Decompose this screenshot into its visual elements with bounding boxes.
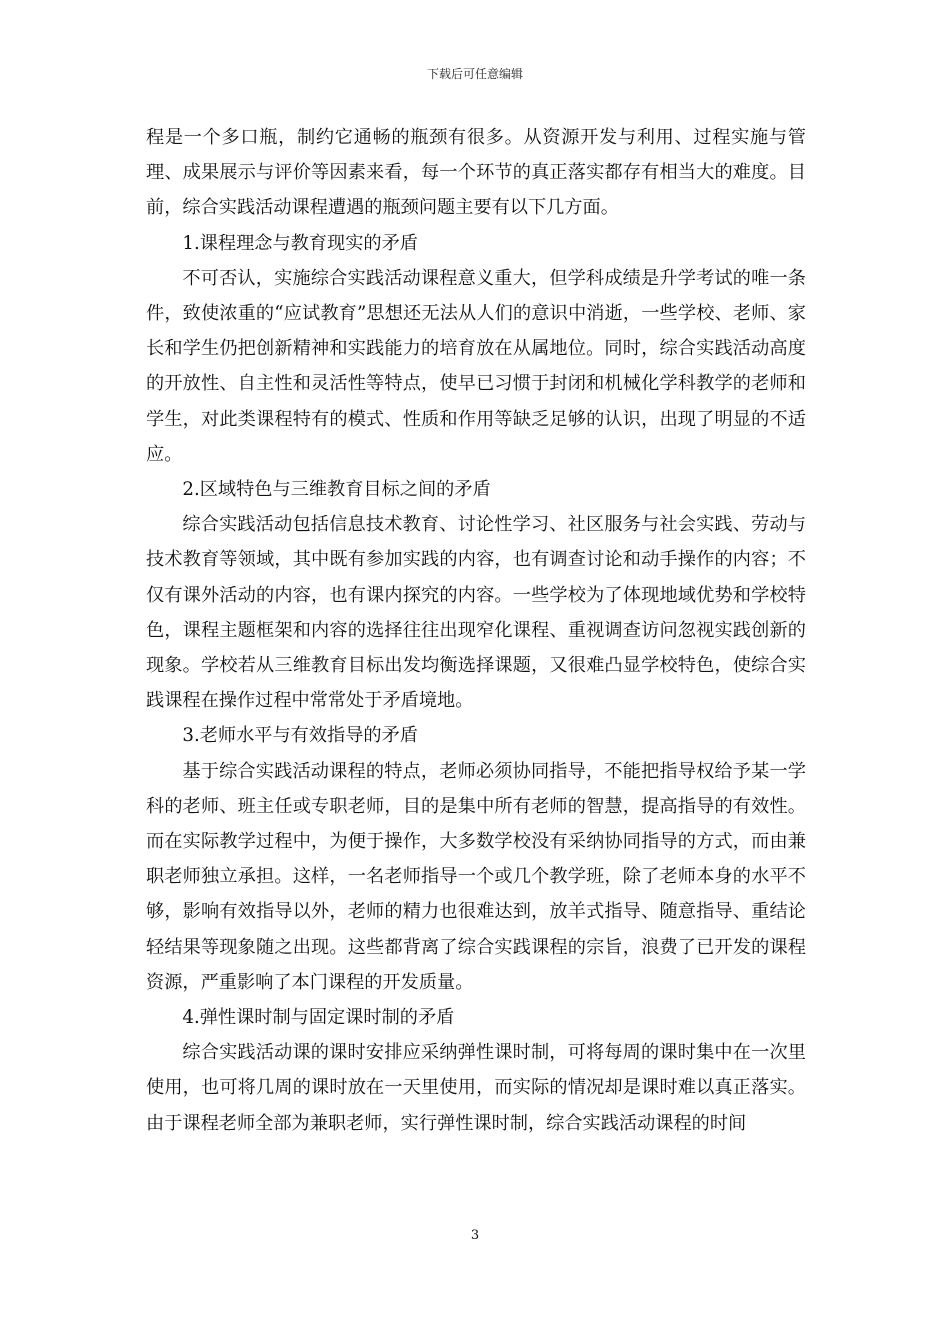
section-heading-1: 1.课程理念与教育现实的矛盾 [182,232,418,254]
paragraph-2: 综合实践活动包括信息技术教育、讨论性学习、社区服务与社会实践、劳动与技术教育等领域，其中既有参加实践的内容，也有调查讨论和动手操作的内容；不仅有课外活动的内容，也有课内探究的内容。一些学校为了体现地域优势和学校特色，课程主题框架和内容的选择往往出现窄化课程、重视调查访问忽视实践创新的现象。学校若从三维教育目标出发均衡选择课题，又很难凸显学校特色，使综合实践课程在操作过程中常常处于矛盾境地。 [146,514,806,712]
paragraph-1: 不可否认，实施综合实践活动课程意义重大，但学科成绩是升学考试的唯一条件，致使浓重的“应试教育”思想还无法从人们的意识中消逝，一些学校、老师、家长和学生仍把创新精神和实践能力的培育放在从属地位。同时，综合实践活动高度的开放性、自主性和灵活性等特点，使早已习惯于封闭和机械化学科教学的老师和学生，对此类课程特有的模式、性质和作用等缺乏足够的认识，出现了明显的不适应。 [146,267,806,465]
section-heading-3: 3.老师水平与有效指导的矛盾 [182,725,418,747]
header-note: 下载后可任意编辑 [426,67,523,81]
document-body [146,120,806,1141]
paragraph-3: 基于综合实践活动课程的特点，老师必须协同指导，不能把指导权给予某一学科的老师、班主任或专职老师，目的是集中所有老师的智慧，提高指导的有效性。而在实际教学过程中，为便于操作，大多数学校没有采纳协同指导的方式，而由兼职老师独立承担。这样，一名老师指导一个或几个教学班，除了老师本身的水平不够，影响有效指导以外，老师的精力也很难达到，放羊式指导、随意指导、重结论轻结果等现象随之出现。这些都背离了综合实践课程的宗旨，浪费了已开发的课程资源，严重影响了本门课程的开发质量。 [146,760,806,993]
paragraph-4: 综合实践活动课的课时安排应采纳弹性课时制，可将每周的课时集中在一次里使用，也可将几周的课时放在一天里使用，而实际的情况却是课时难以真正落实。由于课程老师全部为兼职老师，实行弹性课时制，综合实践活动课程的时间 [146,1042,806,1134]
section-heading-2: 2.区域特色与三维教育目标之间的矛盾 [182,479,491,501]
paragraph-continuation: 程是一个多口瓶，制约它通畅的瓶颈有很多。从资源开发与利用、过程实施与管理、成果展示与评价等因素来看，每一个环节的真正落实都存有相当大的难度。目前，综合实践活动课程遭遇的瓶颈问题主要有以下几方面。 [146,127,806,219]
section-heading-4: 4.弹性课时制与固定课时制的矛盾 [182,1007,455,1029]
page-number: 3 [470,1228,480,1243]
